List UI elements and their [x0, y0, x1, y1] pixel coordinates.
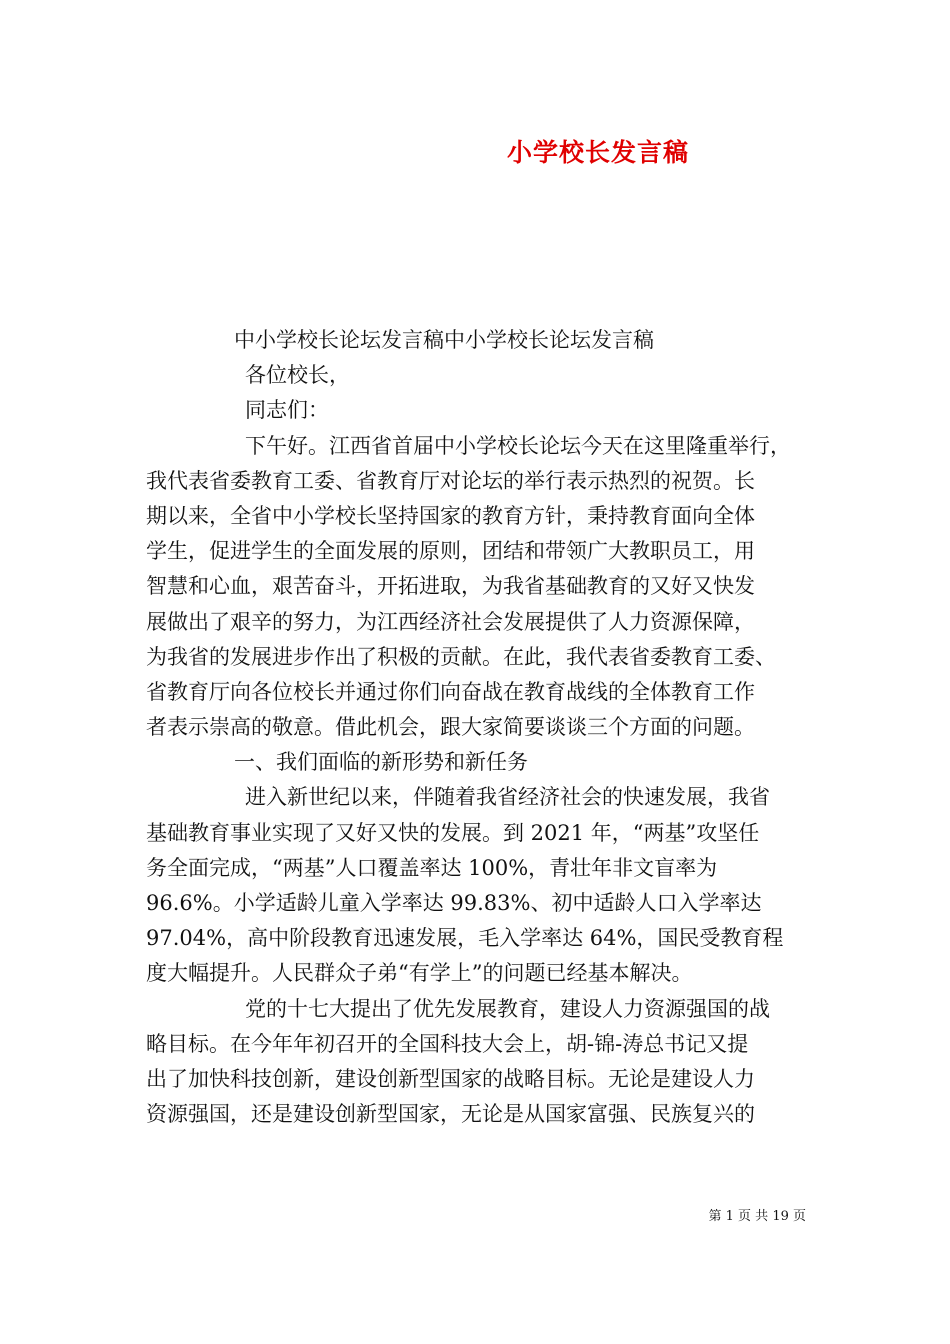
paragraph-line: 96.6%。小学适龄儿童入学率达 99.83%、初中适龄人口入学率达 — [146, 891, 762, 915]
paragraph-line: 度大幅提升。人民群众子弟“有学上”的问题已经基本解决。 — [146, 961, 693, 986]
paragraph-line: 学生，促进学生的全面发展的原则，团结和带领广大教职员工，用 — [146, 539, 755, 564]
paragraph-line: 智慧和心血，艰苦奋斗，开拓进取，为我省基础教育的又好又快发 — [146, 574, 755, 599]
document-title: 小学校长发言稿 — [506, 138, 689, 167]
paragraph-line: 略目标。在今年年初召开的全国科技大会上，胡-锦-涛总书记又提 — [146, 1031, 749, 1056]
paragraph-line: 进入新世纪以来，伴随着我省经济社会的快速发展，我省 — [245, 785, 770, 810]
document-body — [146, 323, 814, 1132]
paragraph-line: 期以来，全省中小学校长坚持国家的教育方针，秉持教育面向全体 — [146, 503, 755, 528]
paragraph-line: 97.04%，高中阶段教育迅速发展，毛入学率达 64%，国民受教育程 — [146, 926, 784, 951]
salutation-line: 同志们： — [245, 398, 329, 423]
paragraph-line: 我代表省委教育工委、省教育厅对论坛的举行表示热烈的祝贺。长 — [146, 468, 755, 493]
paragraph-line: 党的十七大提出了优先发展教育，建设人力资源强国的战 — [245, 996, 770, 1021]
page-number: 第 1 页 共 19 页 — [708, 1209, 806, 1224]
paragraph-line: 者表示崇高的敬意。借此机会，跟大家简要谈谈三个方面的问题。 — [146, 715, 755, 740]
paragraph-line: 务全面完成，“两基”人口覆盖率达 100%，青壮年非文盲率为 — [146, 855, 718, 880]
paragraph-line: 展做出了艰辛的努力，为江西经济社会发展提供了人力资源保障， — [146, 609, 755, 634]
section-heading: 一、我们面临的新形势和新任务 — [234, 750, 528, 775]
paragraph-line: 基础教育事业实现了又好又快的发展。到 2021 年，“两基”攻坚任 — [146, 820, 760, 845]
paragraph-line: 下午好。江西省首届中小学校长论坛今天在这里隆重举行， — [245, 433, 791, 458]
paragraph-line: 出了加快科技创新，建设创新型国家的战略目标。无论是建设人力 — [146, 1066, 755, 1091]
heading-line: 中小学校长论坛发言稿中小学校长论坛发言稿 — [234, 328, 654, 352]
salutation-line: 各位校长， — [245, 363, 350, 388]
paragraph-line: 省教育厅向各位校长并通过你们向奋战在教育战线的全体教育工作 — [146, 679, 755, 704]
paragraph-line: 资源强国，还是建设创新型国家，无论是从国家富强、民族复兴的 — [146, 1102, 755, 1127]
paragraph-line: 为我省的发展进步作出了积极的贡献。在此，我代表省委教育工委、 — [146, 644, 776, 669]
